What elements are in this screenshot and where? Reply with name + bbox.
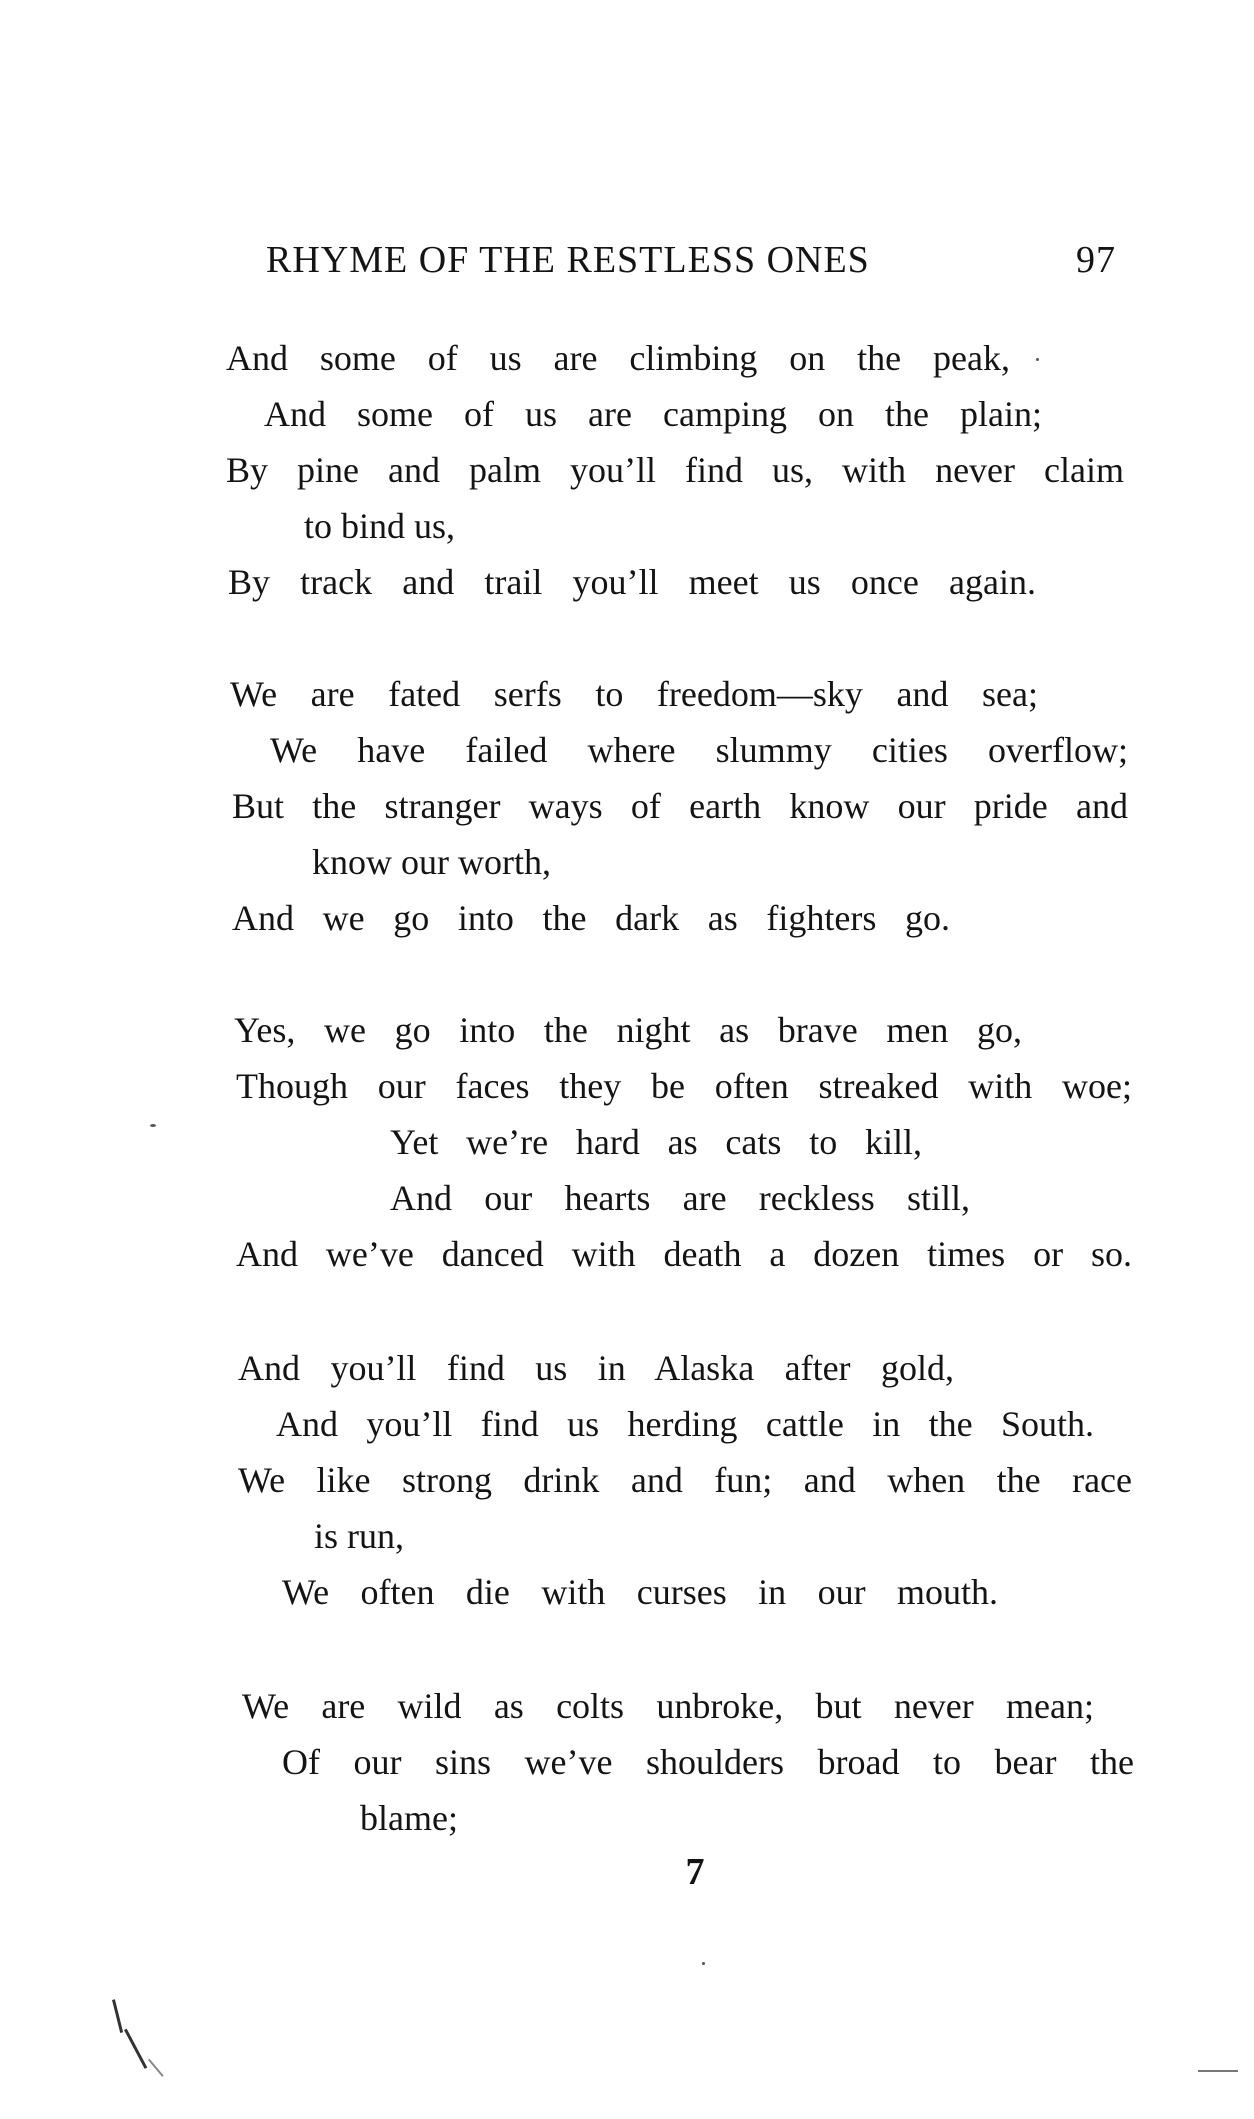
verse-line: And you’ll find us in Alaska after gold, [238,1348,954,1388]
verse-line: Yes, we go into the night as brave men go, [234,1010,1022,1050]
signature-mark: 7 [685,1851,705,1893]
verse-line: Though our faces they be often streaked with woe; [236,1066,1132,1106]
verse-line: We like strong drink and fun; and when the race [238,1460,1132,1500]
verse-line: And some of us are climbing on the peak, [226,338,1010,378]
verse-line: know our worth, [312,842,551,882]
scan-mark [148,2059,164,2077]
verse-line: And you’ll find us herding cattle in the South. [276,1404,1094,1444]
scan-mark [1198,2070,1238,2072]
verse-line: And we’ve danced with death a dozen times or so. [236,1234,1132,1274]
verse-line: And our hearts are reckless still, [390,1178,970,1218]
scan-speck [702,1962,705,1965]
verse-line: By pine and palm you’ll find us, with never claim [226,450,1124,490]
verse-line: is run, [314,1516,404,1556]
verse-line: We have failed where slummy cities overflow; [270,730,1128,770]
page-number: 97 [1076,239,1116,281]
page-header [266,238,1116,288]
verse-line: By track and trail you’ll meet us once again. [228,562,1036,602]
verse-line: We are wild as colts unbroke, but never mean; [242,1686,1094,1726]
scan-speck [150,1124,156,1127]
verse-line: blame; [360,1798,458,1838]
scan-mark [112,1999,123,2033]
verse-line: Of our sins we’ve shoulders broad to bear the [282,1742,1134,1782]
verse-line: And we go into the dark as fighters go. [232,898,950,938]
verse-line: We often die with curses in our mouth. [282,1572,998,1612]
running-title: RHYME OF THE RESTLESS ONES [266,239,870,281]
verse-line: Yet we’re hard as cats to kill, [390,1122,922,1162]
scan-mark [124,2029,147,2069]
verse-line: And some of us are camping on the plain; [264,394,1042,434]
verse-line: We are fated serfs to freedom—sky and sea; [230,674,1038,714]
scan-speck [1036,358,1039,361]
verse-line: But the stranger ways of earth know our pride and [232,786,1128,826]
verse-line: to bind us, [304,506,456,546]
